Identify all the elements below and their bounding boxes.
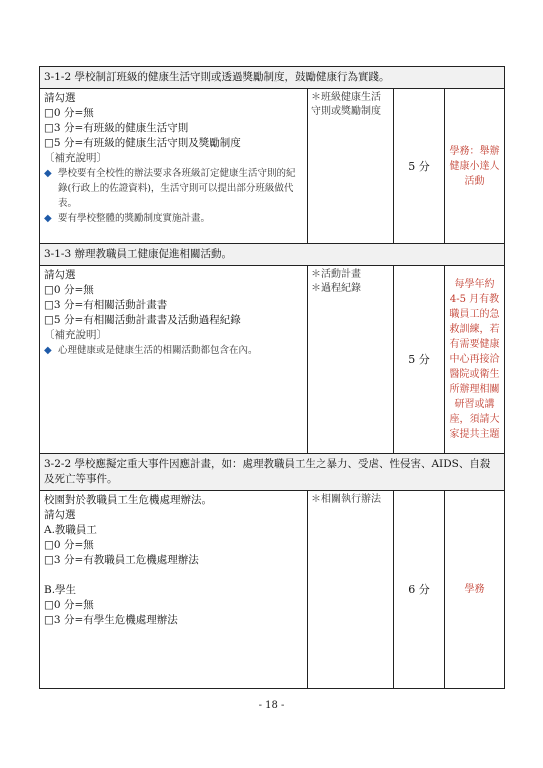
bullet-item: ◆ 要有學校整體的獎勵制度實施計畫。: [44, 213, 211, 224]
bullet-item: ◆ 學校要有全校性的辦法要求各班級訂定健康生活守則的紀錄(行政上的佐證資料)，生活守則可以提出部分班級做代表。: [44, 168, 296, 209]
diamond-bullet-icon: ◆: [44, 213, 52, 224]
section-title: 3-2-2 學校應擬定重大事件因應計畫，如：處理教職員工生之暴力、受虐、性侵害、AIDS、自殺及死亡等事件。: [40, 454, 505, 491]
checkbox-option[interactable]: □0 分=無: [44, 284, 94, 296]
spacer: [44, 568, 303, 583]
score-cell: 6 分: [394, 491, 445, 689]
checkbox-option[interactable]: □5 分=有班級的健康生活守則及獎勵制度: [44, 137, 241, 149]
criteria-cell: [40, 491, 308, 689]
group-label: B.學生: [44, 584, 77, 596]
instruction-label: 請勾選: [44, 509, 76, 521]
checkbox-option[interactable]: □3 分=有相關活動計畫書: [44, 299, 168, 311]
checkbox-option[interactable]: □0 分=無: [44, 107, 94, 119]
page-number: - 18 -: [258, 700, 285, 711]
checkbox-option[interactable]: □0 分=無: [44, 599, 94, 611]
section-title: 3-1-3 辦理教職員工健康促進相關活動。: [40, 244, 505, 266]
supplement-label: 〔補充說明〕: [44, 329, 107, 341]
diamond-bullet-icon: ◆: [44, 345, 52, 356]
instruction-label: 請勾選: [44, 92, 76, 104]
evidence-cell: ＊班級健康生活守則或獎勵制度: [308, 89, 394, 244]
criteria-table: [39, 66, 505, 689]
checkbox-option[interactable]: □5 分=有相關活動計畫書及活動過程紀錄: [44, 314, 241, 326]
group-label: A.教職員工: [44, 524, 97, 536]
remark-cell: 學務：舉辦健康小達人活動: [445, 89, 505, 244]
evidence-cell: ＊活動計畫 ＊過程紀錄: [308, 266, 394, 454]
checkbox-option[interactable]: □3 分=有學生危機處理辦法: [44, 614, 178, 626]
remark-cell: 每學年約 4-5 月有教職員工的急救訓練，若有需要健康中心再接洽醫院或衛生所辦理相關研習或講座，須請大家提共主題: [445, 266, 505, 454]
bullet-item: ◆ 心理健康或是健康生活的相關活動都包含在內。: [44, 345, 258, 356]
criteria-cell: [40, 266, 308, 454]
evaluation-form: [39, 66, 504, 689]
evidence-cell: ＊相關執行辦法: [308, 491, 394, 689]
checkbox-option[interactable]: □3 分=有教職員工危機處理辦法: [44, 554, 199, 566]
criteria-description: 校園對於教職員工生危機處理辦法。: [44, 494, 212, 506]
remark-cell: 學務: [445, 491, 505, 689]
instruction-label: 請勾選: [44, 269, 76, 281]
checkbox-option[interactable]: □3 分=有班級的健康生活守則: [44, 122, 189, 134]
checkbox-option[interactable]: □0 分=無: [44, 539, 94, 551]
diamond-bullet-icon: ◆: [44, 168, 52, 179]
criteria-cell: [40, 89, 308, 244]
section-title: 3-1-2 學校制訂班級的健康生活守則或透過獎勵制度，鼓勵健康行為實踐。: [40, 67, 505, 89]
score-cell: 5 分: [394, 266, 445, 454]
supplement-label: 〔補充說明〕: [44, 152, 107, 164]
score-cell: 5 分: [394, 89, 445, 244]
